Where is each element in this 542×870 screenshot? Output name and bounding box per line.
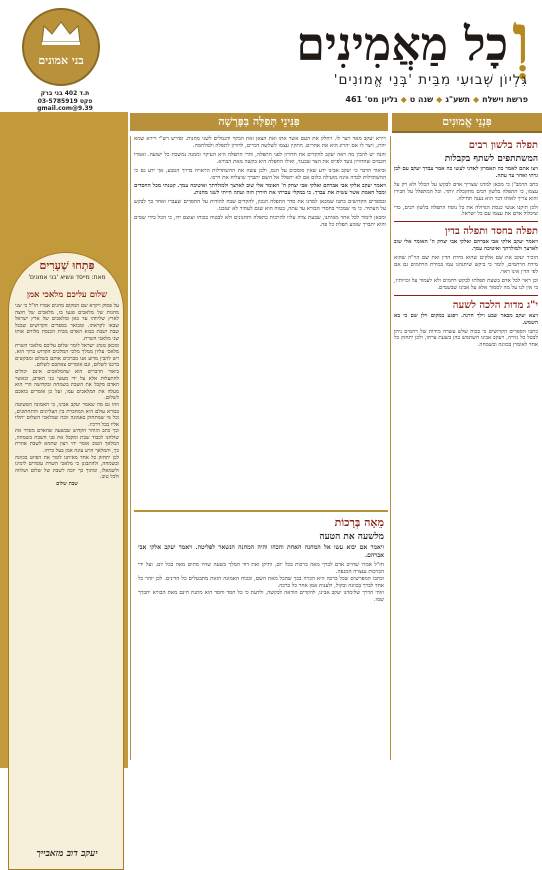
right-column	[394, 136, 538, 760]
sidebar-closing: שבת שלום	[56, 481, 78, 488]
sidebar-paragraph: וכך כתב הזוהר הקדוש שבשעה שהאדם מסדר את שולחנו לכבוד שבת ומקבל את פני השבת בשמחה, המלאך הטוב אומר יהי רצון שתהא לשבת אחרת כך, והמלאך הרע עונה אמן בעל כרחו.	[15, 428, 119, 455]
right-paragraph: כתב הרמב"ן כי מכאן למדנו שצריך אדם לבקש על הכלל ולא רק על עצמו, כי התפלה בלשון רבים מתקבלת יותר. וכל המתפלל על חבירו והוא צריך לאותו דבר הוא נענה תחילה.	[394, 181, 538, 202]
box-heading: מֵאָה בְּרָכוֹת	[334, 516, 384, 529]
masthead	[0, 0, 542, 112]
middle-paragraph: ובספרים הקדושים כתבו שמכאן למדנו את סדר התפלה הנכון, להקדים שבח להודות על החסדים שעברו ואחר כך לבקש על העתיד. כי מי שמכיר בחסדי הבורא עד עתה, בטוח הוא שגם לעתיד לא יעזבנו.	[134, 199, 386, 213]
newsletter-subtitle: גִּלְיוֹן שְׁבוּעִי מִבֵּית 'בְּנֵי אֱמוּנִים'	[333, 72, 528, 88]
separator-icon: ◆	[436, 95, 443, 104]
middle-column	[134, 136, 386, 506]
sidebar-panel	[8, 252, 124, 870]
issue-number: גליון מס' 461	[345, 95, 398, 104]
separator-icon: ◆	[400, 95, 407, 104]
sidebar-paragraph: ומכאן מנהג ישראל לומר שלום עליכם מלאכי השרת מלאכי עליון ממלך מלכי המלכים הקדוש ברוך הוא. ויש להבין מדוע אנו מברכים אותם בשלום ומבקשים ברכנו לשלום, וגם אומרים צאתכם לשלום.	[15, 342, 119, 369]
right-section-title: י"ג מדות הלכה לשעה	[452, 299, 538, 311]
sidebar-header	[9, 259, 125, 281]
sidebar-paragraph: לכן יתחזק כל אחד מאיתנו לומר את הפיוט בכוונה ובשמחה, ולהתבונן כי מלאכי השרת עומדים לימינו ולשמאלו, ומתוך כך יזכה לשבת של שלום ושלווה ולכל טוב.	[15, 454, 119, 481]
column-divider	[130, 136, 131, 760]
contact-email: 9.39@gmail.com	[37, 105, 93, 112]
right-paragraph: ויאמר יעקב אלקי אבי אברהם ואלקי אבי יצחק ה' האומר אלי שוב לארצך ולמולדתך ואיטיבה עמך.	[394, 239, 538, 253]
right-section-title: תפלה בחסד ותפלה בדין	[445, 226, 538, 238]
contact-info	[4, 90, 126, 113]
logo-text: בני אמונים	[38, 54, 84, 67]
issue-parasha: פרשת וישלח	[482, 95, 528, 104]
box-subheading: מלשעה את הטעה	[319, 532, 384, 542]
right-paragraph: ויצא יעקב מבאר שבע וילך חרנה. ויפגע במקום וילן שם כי בא השמש.	[394, 312, 538, 326]
middle-paragraph: ויאמר יעקב אלקי אבי אברהם ואלקי אבי יצחק ה' האומר אלי שוב לארצך ולמולדתך ואיטיבה עמך. קטנתי מכל החסדים ומכל האמת אשר עשית את עבדך. כי במקלי עברתי את הירדן הזה ועתה הייתי לשני מחנות.	[134, 183, 386, 197]
right-paragraph: ויצו אתם לאמר כה תאמרון לאדני לעשו כה אמר עבדך יעקב עם לבן גרתי ואחר עד עתה.	[394, 166, 538, 179]
right-paragraph: כתבו הספרים הקדושים כי בכוח שלש עשרה מידות של רחמים ניתן לבטל כל גזירה, ויעקב אבינו השתמש בהן בשעת צרתו, ולכן יתחזק כל אחד לאומרן בכוונה ובשמחה.	[394, 328, 538, 349]
middle-feature-box	[134, 510, 388, 758]
right-section-header: פִּנְנֵי אֱמוּנִים	[392, 113, 542, 131]
box-quote: ויאמר אם יבוא עשו אל המחנה האחת והכהו והיה המחנה הנשאר לפליטה. ויאמר יעקב אלקי אבי אברהם.	[138, 544, 384, 559]
sidebar-signature: יעקב דוב מזאבייך	[36, 849, 98, 859]
right-section-title: תפלה בלשון רבים	[468, 140, 538, 151]
logo	[4, 8, 126, 112]
sidebar	[0, 112, 128, 859]
right-paragraph: וכן ראוי לכל אדם בשעת תפלתו לבקש רחמים ולא לעמוד על זכויותיו, כי אין לנו על מה לסמוך אלא על אבינו שבשמים.	[394, 277, 538, 291]
middle-section-header: פִּנִּינֵי תְּפִלָּה בַּפָּרָשָׁה	[130, 113, 388, 131]
column-divider	[390, 136, 391, 760]
crown-icon	[40, 20, 82, 46]
sidebar-heading: שלום עליכם מלאכי אמן	[26, 290, 108, 300]
sidebar-paragraph: וזהו גם מה שאמר יעקב אבינו, כי האמונה הפשוטה בבורא עולם היא המחברת בין העליונים והתחתונים, וכל מי שמתחזק באמונה זוכה שמלאכי השלום יתלוו אליו בכל דרכיו.	[15, 401, 119, 428]
separator-icon: ◆	[472, 95, 480, 104]
sidebar-article	[15, 287, 119, 847]
issue-info	[345, 95, 528, 104]
title-rest: כָל מַאֲמִינִים	[296, 17, 509, 71]
contact-fax: פקס 03-5785919	[37, 97, 93, 105]
right-section-subtitle: המשתתפים לשתף בקבלות	[444, 154, 538, 164]
middle-paragraph: ומכאן לימוד לכל אחד מאיתנו, שבעת צרה עליו להרבות בתפלה ותחנונים ולא לבטוח בכוחו ועוצם ידו, כי הכל בידי שמים והוא יתברך שומע תפלת כל פה.	[134, 215, 386, 228]
middle-paragraph: ויירא יעקב מאד ויצר לו. ויחלק את העם אשר אתו ואת הצאן ואת הבקר והגמלים לשני מחנות. ופירש רש"י ויירא שמא יהרג, ויצר לו אם יהרוג הוא את אחרים. התקין עצמו לשלשה דברים, לדורון לתפלה ולמלחמה.	[134, 136, 386, 149]
right-paragraph: הזכיר יעקב את שם אלקים שהוא מידת הדין ואת שם הוי"ה שהוא מידת הרחמים, לומר כי ביקש שיתנהגו עמו במידת הרחמים גם אם לפי הדין אינו ראוי.	[394, 255, 538, 275]
middle-paragraph: וביאור הדבר כי יעקב אבינו ידע שאין סומכים על הנס, ולכן עשה את ההשתדלות הראויה בדרך הטבע, אך ידע גם כי ההשתדלות לבדה אינה מועילה כלום אם לא יתפלל אל השם יתברך שיצליח את דרכו.	[134, 167, 386, 181]
section-divider	[394, 221, 538, 222]
contact-address: ת.ד 402 בני ברק	[40, 90, 90, 97]
box-paragraph: וזוהי הדרך שלימדנו יעקב אבינו, להקדים הודאה לבקשה, ולדעת כי כל חסד וחסד הוא מתנת חינם מאת הבורא יתברך שמו.	[138, 589, 384, 603]
right-paragraph: ולכן תיקנו אנשי כנסת הגדולה את כל נוסח התפלה בלשון רבים, כדי שיכלול אדם את עצמו עם כל ישראל.	[394, 204, 538, 218]
title-first-letter: וְ	[512, 0, 530, 80]
box-paragraph: חז"ל אמרו שחייב אדם לברך מאה ברכות בכל יום, ותיקן זאת דוד המלך בשעה שהיו מתים מאה בכל יום. ועל ידי הברכות נעצרה המגפה.	[138, 562, 384, 575]
issue-volume: שנה ט	[409, 95, 434, 104]
sidebar-byline: מאת: מייסד ונשיא 'בני אמונים'	[28, 274, 106, 281]
issue-year: תשע"ג	[445, 95, 470, 104]
header-divider	[392, 131, 542, 133]
sidebar-paragraph: על פסוק ויקרא שם המקום מחנים אמרו חז"ל כי שני מחנות של מלאכים פגעו בו, מלאכים של חוצה לארץ שליווהו עד כאן ומלאכים של ארץ ישראל שבאו לקראתו. ומבואר בספרים הקדושים שבכל שבת ושבת בבוא האדם מבית הכנסת מלווים אותו שני מלאכי השרת.	[15, 303, 119, 342]
sidebar-paragraph: ביאור הדברים הוא שהמלאכים אינם יכולים להתעלות אלא על ידי מעשי בני האדם, וכאשר האדם מקבל את השבת בשמחה ובקדושה הרי הוא מעלה את המלאכים עמו, ועל כן אומרים בואכם לשלום.	[15, 368, 119, 402]
middle-paragraph: והנה יש להבין מה ראה יעקב להקדים את הדורון לפני התפלה, והרי התפלה היא העיקר וממנה נמשכת כל ישועה. ואמרו חכמים שהדורון נועד לפייס את הצד שכנגד, ואילו התפלה היא בקשה מאת הבורא.	[134, 151, 386, 165]
section-divider	[394, 295, 538, 296]
sidebar-title: פִּתְחוּ שְׁעָרִים	[39, 259, 95, 272]
box-paragraph: וכתבו המפרשים שכל ברכה היא הכרה בכך שהכל מאת השם, ובכוח האמונה הזאת מתבטלים כל הדינים. לכן יזהר כל אחד לברך בכוונה ובקול, ולענות אמן אחר כל ברכה.	[138, 575, 384, 589]
